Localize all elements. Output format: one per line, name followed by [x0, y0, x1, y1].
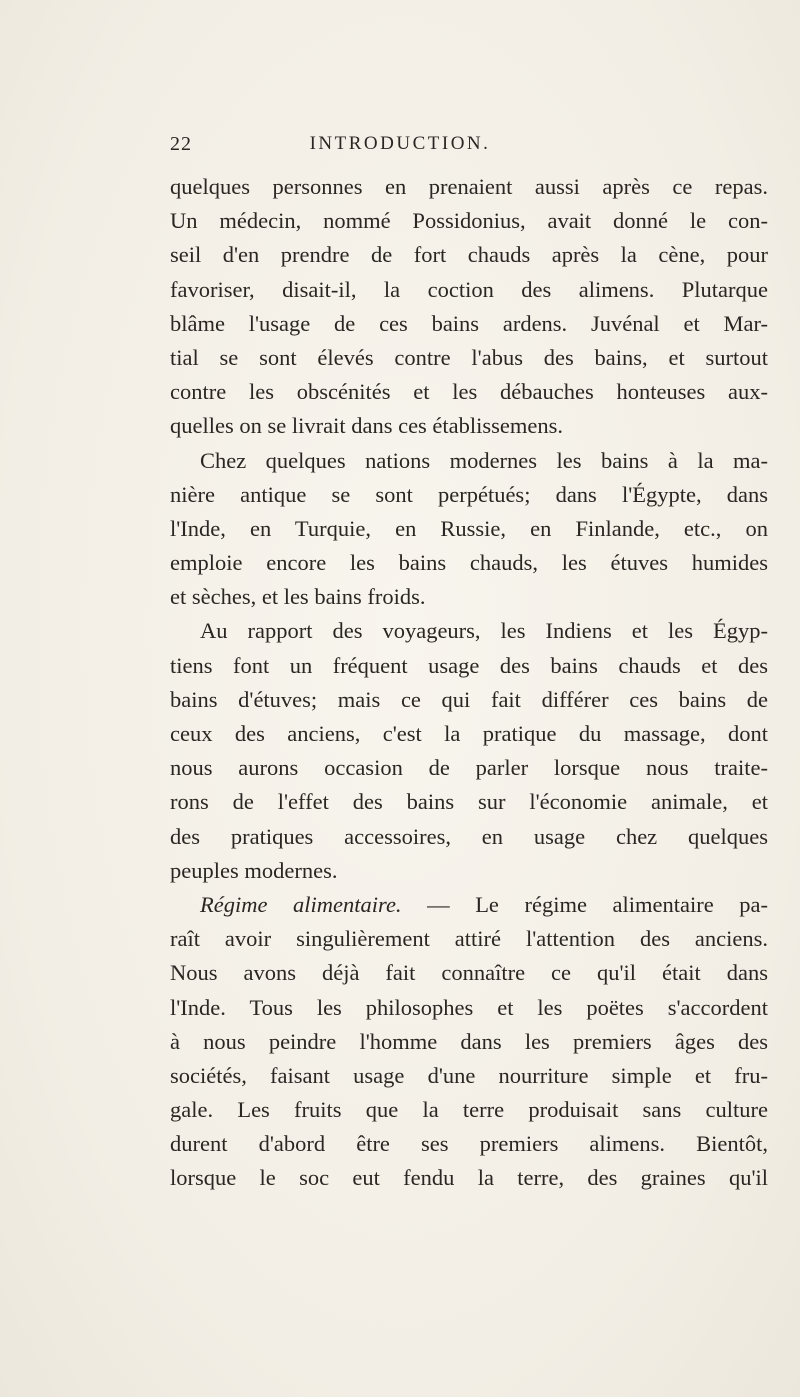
text-line: quelques personnes en prenaient aussi après ce repas. [170, 174, 768, 199]
text-line: lorsque le soc eut fendu la terre, des graines qu'il [170, 1165, 768, 1191]
page-header [170, 133, 630, 161]
text-line: à nous peindre l'homme dans les premiers âges des [170, 1028, 768, 1054]
text-line: sociétés, faisant usage d'une nourriture simple et fru- [170, 1062, 768, 1088]
section-heading: Régime alimentaire. [200, 891, 402, 917]
text-line: Chez quelques nations modernes les bains à la ma- [200, 447, 768, 473]
text-line: des pratiques accessoires, en usage chez quelques [170, 823, 768, 849]
text-line: raît avoir singulièrement attiré l'attention des anciens. [170, 926, 768, 952]
text-line: durent d'abord être ses premiers alimens. Bientôt, [170, 1131, 768, 1157]
text-line: favoriser, disait-il, la coction des alimens. Plutarque [170, 276, 768, 302]
text-line: bains d'étuves; mais ce qui fait différer ces bains de [170, 686, 768, 712]
text-line: emploie encore les bains chauds, les étuves humides [170, 550, 768, 576]
text-line: quelles on se livrait dans ces établissemens. [170, 413, 564, 439]
text-line: peuples modernes. [170, 857, 338, 883]
running-title: INTRODUCTION. [309, 133, 491, 154]
text-line: contre les obscénités et les débauches honteuses aux- [170, 379, 768, 405]
section-heading-rest: — Le régime alimentaire pa- [401, 891, 768, 917]
text-line: l'Inde. Tous les philosophes et les poëtes s'accordent [170, 994, 768, 1020]
text-line: tiens font un fréquent usage des bains chauds et des [170, 652, 768, 678]
text-line: l'Inde, en Turquie, en Russie, en Finlande, etc., on [170, 515, 768, 541]
text-line: nière antique se sont perpétués; dans l'Égypte, dans [170, 481, 768, 507]
text-line: nous aurons occasion de parler lorsque nous traite- [170, 755, 768, 781]
section-heading-line [170, 888, 768, 922]
body-text [170, 170, 768, 1196]
text-line: ceux des anciens, c'est la pratique du massage, dont [170, 721, 768, 746]
text-line: et sèches, et les bains froids. [170, 584, 426, 610]
text-line: seil d'en prendre de fort chauds après la cène, pour [170, 242, 768, 268]
text-line: Nous avons déjà fait connaître ce qu'il était dans [170, 960, 768, 986]
text-line: Au rapport des voyageurs, les Indiens et les Égyp- [200, 618, 768, 644]
page-number: 22 [170, 133, 192, 155]
text-line: blâme l'usage de ces bains ardens. Juvénal et Mar- [170, 310, 768, 336]
text-line: rons de l'effet des bains sur l'économie animale, et [170, 789, 768, 815]
text-line: Un médecin, nommé Possidonius, avait donné le con- [170, 208, 768, 234]
text-line: gale. Les fruits que la terre produisait sans culture [170, 1097, 768, 1123]
text-line: tial se sont élevés contre l'abus des bains, et surtout [170, 344, 768, 370]
